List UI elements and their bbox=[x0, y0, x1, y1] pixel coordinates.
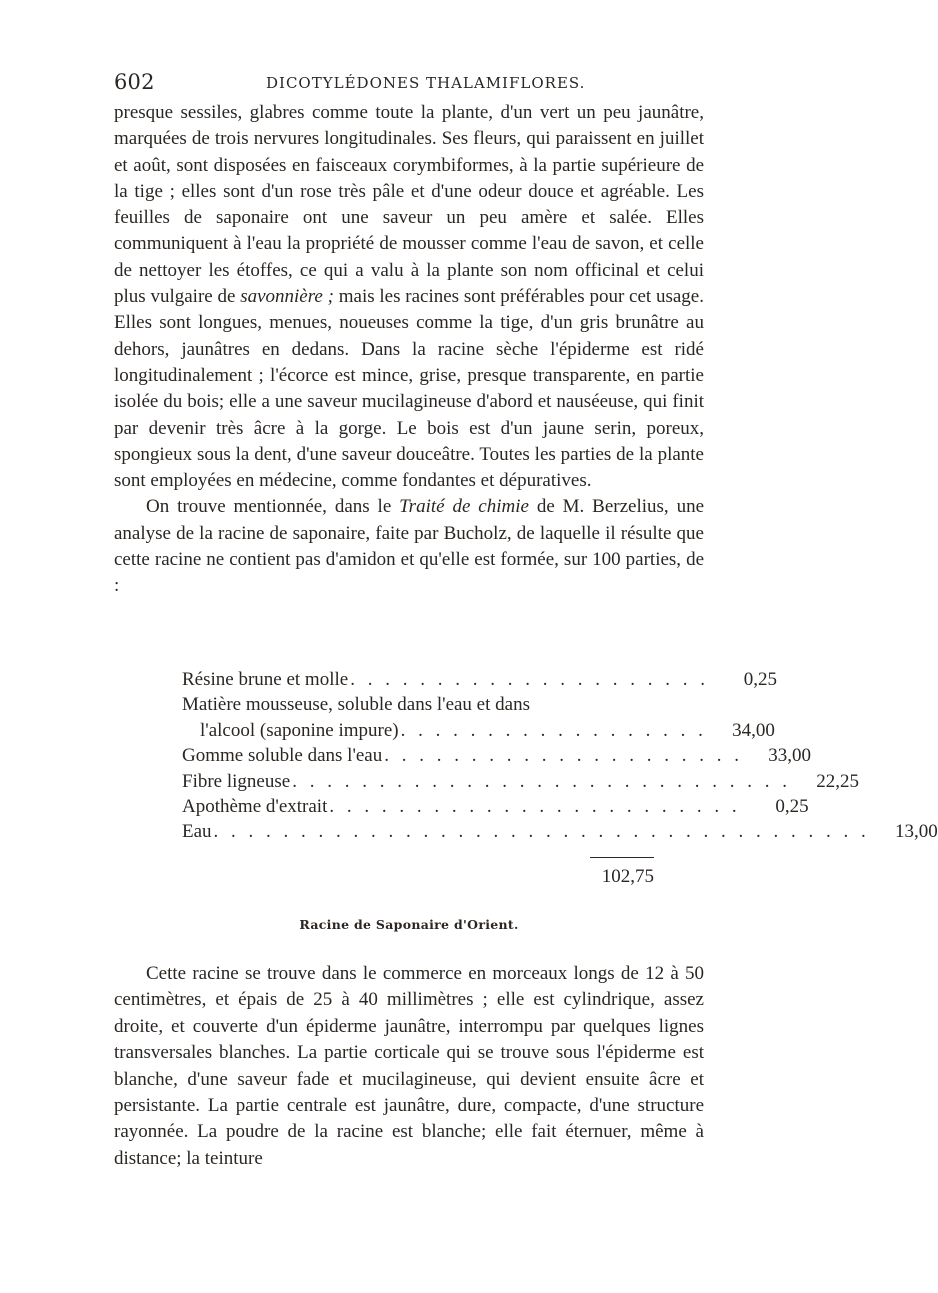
dot-leader: . . . . . . . . . . . . . . . . . . bbox=[400, 719, 707, 741]
dot-leader: . . . . . . . . . . . . . . . . . . . . . bbox=[350, 669, 709, 690]
paragraph-1-text-a: presque sessiles, glabres comme toute la plante, d'un vert un peu jaunâtre, marquées de trois nervures longitudinales. Ses fleurs, qui paraissent en juillet et août, sont disposées en faisceaux corymbiformes, à la partie supérieure de la tige ; elles sont d'un rose très pâle et d'une odeur douce et agréable. Les feuilles de saponaire ont une saveur un peu amère et salée. Elles communiquent à l'eau la propriété de mousser comme l'eau de savon, et celle de nettoyer les étoffes, ce qui a valu à la plante son nom officinal et celui plus vulgaire de bbox=[114, 102, 704, 308]
dot-leader: . . . . . . . . . . . . . . . . . . . . . bbox=[384, 745, 743, 767]
composition-row bbox=[182, 794, 809, 819]
sum-rule bbox=[590, 857, 654, 858]
dot-leader: . . . . . . . . . . . . . . . . . . . . . . . . . . . . . bbox=[292, 770, 791, 792]
composition-value: 22,25 bbox=[816, 770, 859, 792]
composition-label: Résine brune et molle bbox=[182, 669, 349, 690]
paragraph-orient-root: Cette racine se trouve dans le commerce en morceaux longs de 12 à 50 centimètres, et épais de 25 à 40 millimètres ; elle est cylindrique, assez droite, et couverte d'un épiderme jaunâtre, interrompu par quelques lignes transversales blanches. La partie corticale qui se trouve sous l'épiderme est blanche, d'une saveur fade et mucilagineuse, qui devient ensuite âcre et persistante. La partie centrale est jaunâtre, dure, compacte, d'une structure rayonnée. La poudre de la racine est blanche; elle fait éternuer, même à distance; la teinture bbox=[114, 963, 704, 1169]
dot-leader: . . . . . . . . . . . . . . . . . . . . . . . . bbox=[329, 796, 741, 818]
page-number: 602 bbox=[114, 70, 155, 94]
composition-label: Gomme soluble dans l'eau bbox=[182, 745, 383, 767]
section-text bbox=[114, 961, 704, 1172]
composition-value: 34,00 bbox=[732, 719, 775, 741]
composition-value: 13,00 bbox=[895, 821, 938, 843]
paragraph-1-text-b: mais les racines sont préférables pour cet usage. Elles sont longues, menues, noueuses comme la tige, d'un gris brunâtre au dehors, jaunâtres en dedans. Dans la racine sèche l'épiderme est ridé longitudinalement ; l'écorce est mince, grise, presque transparente, en partie isolée du bois; elle a une saveur mucilagineuse d'abord et nauséeuse, qui finit par devenir très âcre à la gorge. Le bois est d'un jaune serin, poreux, spongieux sous la dent, d'une saveur douceâtre. Toutes les parties de la plante sont employées en médecine, comme fondantes et dépuratives. bbox=[114, 286, 704, 492]
paragraph-2-text-a: On trouve mentionnée, dans le bbox=[146, 496, 400, 518]
composition-label: Eau bbox=[182, 821, 212, 843]
composition-row bbox=[182, 692, 654, 717]
page-header bbox=[114, 70, 704, 100]
composition-row bbox=[182, 718, 775, 743]
composition-value: 0,25 bbox=[775, 796, 809, 818]
composition-label: Matière mousseuse, soluble dans l'eau et dans bbox=[182, 694, 530, 716]
composition-row bbox=[182, 743, 811, 768]
paragraph-2-italic: Traité de chimie bbox=[399, 496, 529, 518]
composition-row bbox=[182, 819, 938, 844]
dot-leader: . . . . . . . . . . . . . . . . . . . . . . . . . . . . . . . . . . . . . . bbox=[213, 821, 870, 843]
running-title: DICOTYLÉDONES THALAMIFLORES. bbox=[266, 74, 586, 92]
composition-table bbox=[182, 667, 938, 845]
main-text bbox=[114, 100, 704, 600]
paragraph-description bbox=[114, 100, 704, 494]
composition-value: 33,00 bbox=[768, 745, 811, 767]
composition-total: 102,75 bbox=[601, 866, 654, 887]
composition-label: l'alcool (saponine impure) bbox=[200, 719, 399, 741]
composition-row bbox=[182, 667, 777, 692]
composition-value: 0,25 bbox=[743, 669, 777, 690]
paragraph-analysis bbox=[114, 494, 704, 599]
paragraph-2-text-b: de M. Berzelius, une analyse de la racine de saponaire, faite par Bucholz, de laquelle il résulte que cette racine ne contient pas d'amidon et qu'elle est formée, sur 100 parties, de : bbox=[114, 496, 705, 597]
composition-label: Fibre ligneuse bbox=[182, 770, 291, 792]
composition-label: Apothème d'extrait bbox=[182, 796, 328, 818]
paragraph-1-italic: savonnière ; bbox=[240, 286, 334, 308]
composition-row bbox=[182, 769, 859, 794]
section-heading: Racine de Saponaire d'Orient. bbox=[299, 917, 519, 932]
